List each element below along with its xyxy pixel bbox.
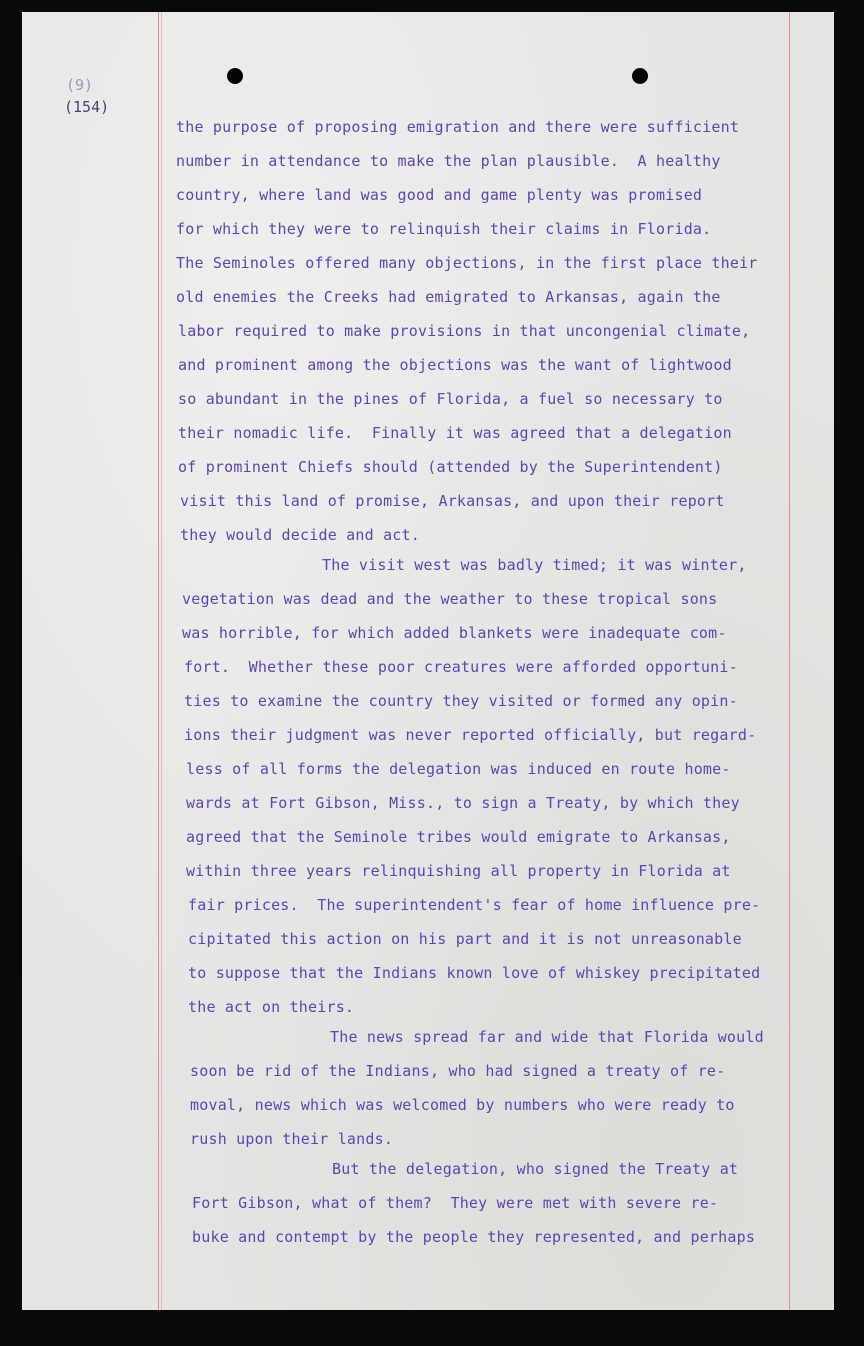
text-line: their nomadic life. Finally it was agreed that a delegation <box>178 424 732 442</box>
page-number-faint: (9) <box>66 76 94 94</box>
text-line: The Seminoles offered many objections, in the first place their <box>176 254 758 272</box>
text-line: country, where land was good and game plenty was promised <box>176 186 703 204</box>
text-line: so abundant in the pines of Florida, a fuel so necessary to <box>178 390 723 408</box>
text-line: for which they were to relinquish their claims in Florida. <box>176 220 712 238</box>
left-margin-rule <box>158 12 159 1310</box>
text-line: rush upon their lands. <box>190 1130 394 1148</box>
punch-hole <box>632 68 648 84</box>
text-line: vegetation was dead and the weather to these tropical sons <box>182 590 718 608</box>
punch-hole <box>227 68 243 84</box>
text-line: wards at Fort Gibson, Miss., to sign a Treaty, by which they <box>186 794 740 812</box>
text-line: buke and contempt by the people they represented, and perhaps <box>192 1228 756 1246</box>
text-line: cipitated this action on his part and it is not unreasonable <box>188 930 742 948</box>
text-line: to suppose that the Indians known love of whiskey precipitated <box>188 964 761 982</box>
text-line: visit this land of promise, Arkansas, and upon their report <box>180 492 725 510</box>
text-line: of prominent Chiefs should (attended by the Superintendent) <box>178 458 723 476</box>
text-line: moval, news which was welcomed by numbers who were ready to <box>190 1096 735 1114</box>
text-line: the purpose of proposing emigration and there were sufficient <box>176 118 740 136</box>
text-line: fort. Whether these poor creatures were afforded opportuni- <box>184 658 738 676</box>
page-number: (154) <box>64 98 110 116</box>
text-line: within three years relinquishing all property in Florida at <box>186 862 731 880</box>
text-line: fair prices. The superintendent's fear of home influence pre- <box>188 896 761 914</box>
text-line: was horrible, for which added blankets were inadequate com- <box>182 624 727 642</box>
text-line: But the delegation, who signed the Treaty at <box>332 1160 739 1178</box>
text-line: Fort Gibson, what of them? They were met with severe re- <box>192 1194 719 1212</box>
text-line: less of all forms the delegation was induced en route home- <box>186 760 731 778</box>
text-line: ties to examine the country they visited or formed any opin- <box>184 692 738 710</box>
text-line: ions their judgment was never reported officially, but regard- <box>184 726 757 744</box>
right-margin-rule <box>789 12 790 1310</box>
text-line: The news spread far and wide that Florida would <box>330 1028 764 1046</box>
text-line: agreed that the Seminole tribes would emigrate to Arkansas, <box>186 828 731 846</box>
text-line: labor required to make provisions in that uncongenial climate, <box>178 322 751 340</box>
text-line: and prominent among the objections was the want of lightwood <box>178 356 732 374</box>
text-line: old enemies the Creeks had emigrated to Arkansas, again the <box>176 288 721 306</box>
text-line: number in attendance to make the plan plausible. A healthy <box>176 152 721 170</box>
text-line: they would decide and act. <box>180 526 420 544</box>
text-line: The visit west was badly timed; it was winter, <box>322 556 747 574</box>
text-line: soon be rid of the Indians, who had signed a treaty of re- <box>190 1062 726 1080</box>
text-line: the act on theirs. <box>188 998 355 1016</box>
